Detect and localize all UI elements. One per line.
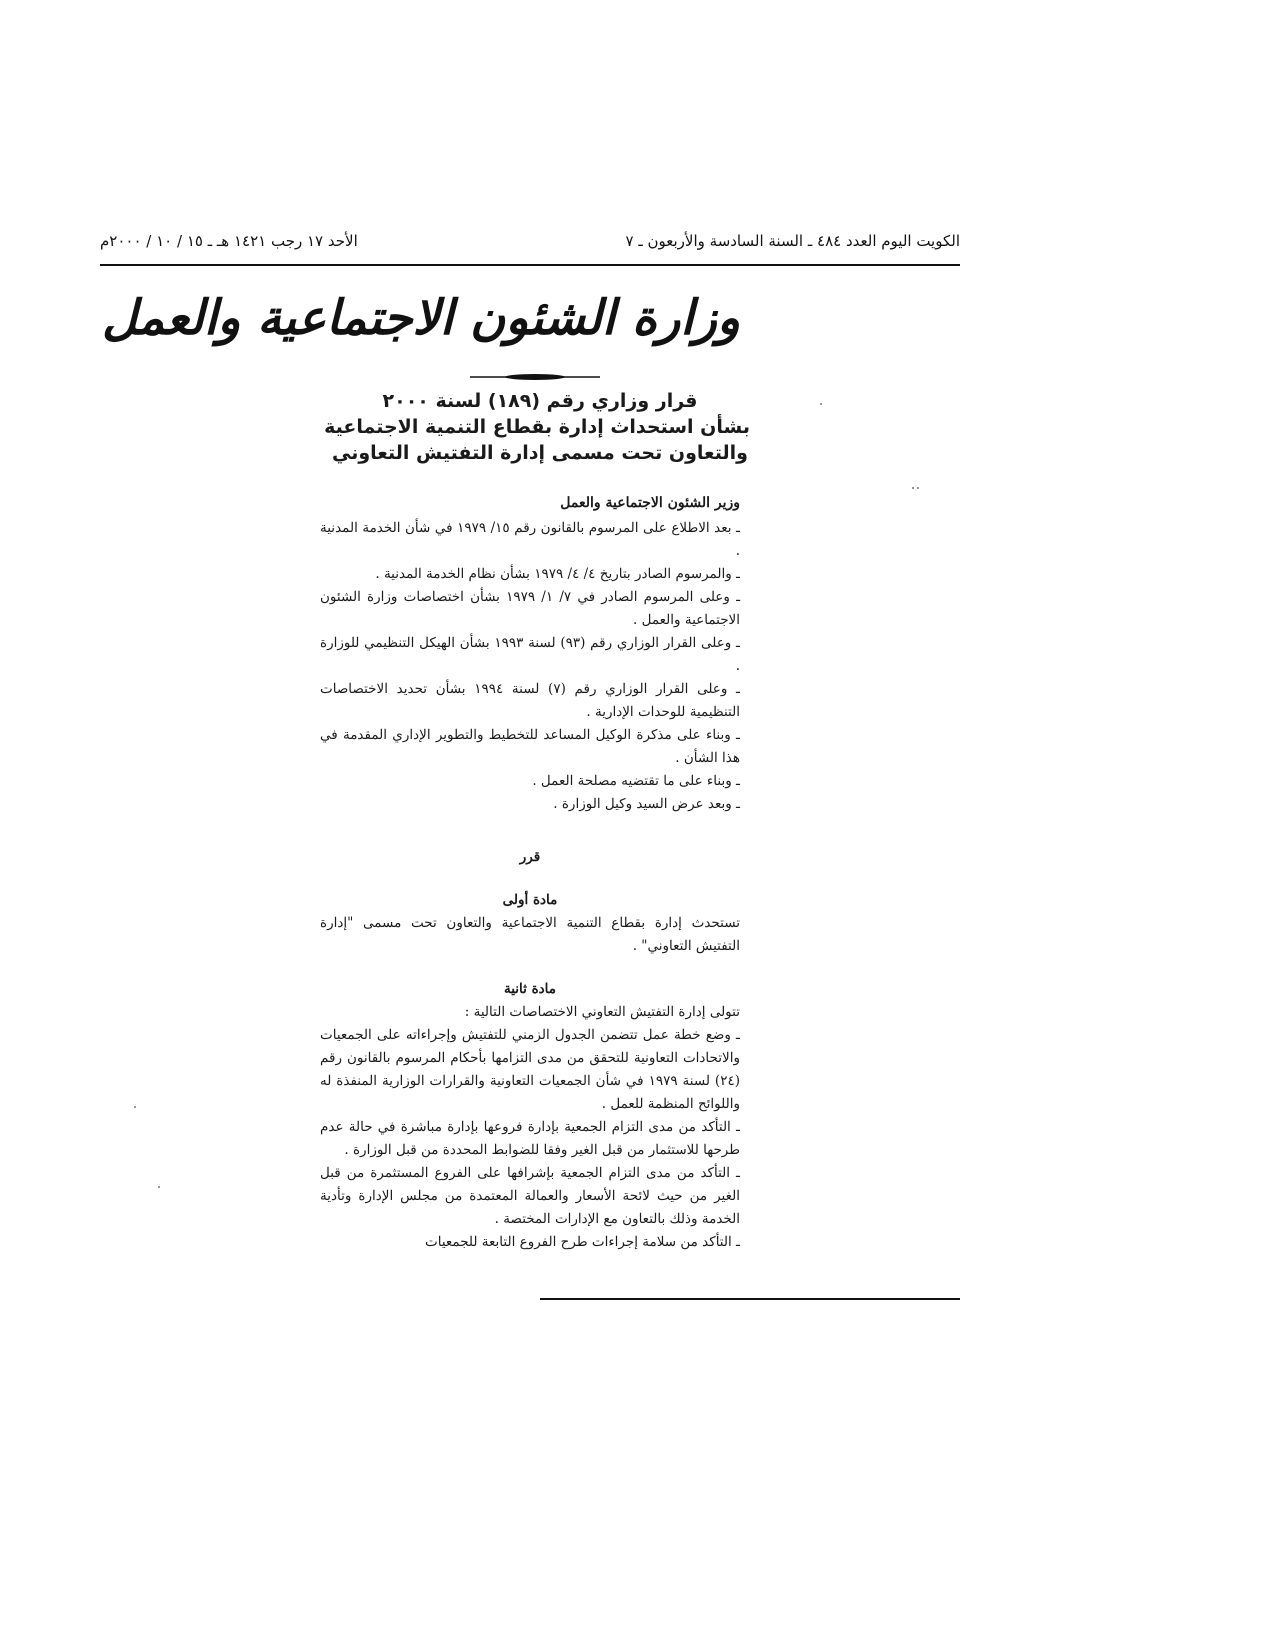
preamble-item: ـ وبعد عرض السيد وكيل الوزارة . (553, 796, 740, 812)
minister-title: وزير الشئون الاجتماعية والعمل (560, 495, 740, 511)
scan-speck (820, 403, 822, 405)
preamble-item: ـ وعلى المرسوم الصادر في ٧/ ١/ ١٩٧٩ بشأن اختصاصات وزارة الشئون الاجتماعية والعمل . (320, 589, 741, 628)
ministry-title: وزارة الشئون الاجتماعية والعمل (102, 290, 740, 346)
preamble-item: ـ وبناء على مذكرة الوكيل المساعد للتخطيط والتطوير الإداري المقدمة في هذا الشأن . (320, 727, 740, 766)
decree-subject-line-1: بشأن استحداث إدارة بقطاع التنمية الاجتماعية (324, 416, 750, 438)
decree-subject-line-2: والتعاون تحت مسمى إدارة التفتيش التعاوني (332, 442, 748, 464)
article-1-title: مادة أولى (502, 892, 558, 908)
decree-title (324, 388, 750, 466)
header-date: الأحد ١٧ رجب ١٤٢١ هـ ـ ١٥ / ١٠ / ٢٠٠٠م (100, 232, 358, 250)
article-2-intro: تتولى إدارة التفتيش التعاوني الاختصاصات التالية : (464, 1004, 740, 1020)
preamble-item: ـ وعلى القرار الوزاري رقم (٩٣) لسنة ١٩٩٣ بشأن الهيكل التنظيمي للوزارة . (320, 635, 740, 674)
article-2-item: ـ وضع خطة عمل تتضمن الجدول الزمني للتفتيش وإجراءاته على الجمعيات والاتحادات التعاونية للتحقق من مدى التزامها بأحكام المرسوم بالقانون رقم (٢٤) لسنة ١٩٧٩ في شأن الجمعيات التعاونية والقرارات الوزارية المنفذة له واللوائح المنظمة للعمل . (320, 1027, 740, 1112)
scan-speck (917, 487, 919, 489)
title-ornament (470, 372, 600, 382)
header-issue-info: الكويت اليوم العدد ٤٨٤ ـ السنة السادسة والأربعون ـ ٧ (625, 232, 960, 250)
article-2-item: ـ التأكد من مدى التزام الجمعية بإدارة فروعها بإدارة مباشرة في حالة عدم طرحها للاستثمار من قبل الغير وفقا للضوابط المحددة من قبل الوزارة . (320, 1119, 740, 1158)
preamble-item: ـ والمرسوم الصادر بتاريخ ٤/ ٤/ ١٩٧٩ بشأن نظام الخدمة المدنية . (375, 566, 740, 582)
decree-number: قرار وزاري رقم (١٨٩) لسنة ٢٠٠٠ (382, 390, 698, 412)
footer-rule (540, 1298, 960, 1300)
preamble-item: ـ وبناء على ما تقتضيه مصلحة العمل . (532, 773, 740, 789)
article-2-item: ـ التأكد من سلامة إجراءات طرح الفروع التابعة للجمعيات (425, 1234, 740, 1250)
article-2-title: مادة ثانية (503, 981, 557, 997)
preamble-item: ـ وعلى القرار الوزاري رقم (٧) لسنة ١٩٩٤ بشأن تحديد الاختصاصات التنظيمية للوحدات الإدارية . (320, 681, 740, 720)
scan-speck (912, 487, 914, 489)
decree-body (320, 492, 740, 1254)
scan-speck (158, 1186, 160, 1188)
decided-heading: قرر (519, 849, 541, 865)
article-2-item: ـ التأكد من مدى التزام الجمعية بإشرافها على الفروع المستثمرة من قبل الغير من حيث لائحة الأسعار والعمالة المعتمدة من مجلس الإدارة وتأدية الخدمة وذلك بالتعاون مع الإدارات المختصة . (320, 1165, 740, 1227)
header-rule (100, 264, 960, 266)
page-header (100, 232, 960, 256)
article-1-text: تستحدث إدارة بقطاع التنمية الاجتماعية والتعاون تحت مسمى "إدارة التفتيش التعاوني" . (320, 915, 740, 954)
preamble-item: ـ بعد الاطلاع على المرسوم بالقانون رقم ١٥/ ١٩٧٩ في شأن الخدمة المدنية . (320, 520, 740, 559)
scan-speck (134, 1106, 136, 1108)
